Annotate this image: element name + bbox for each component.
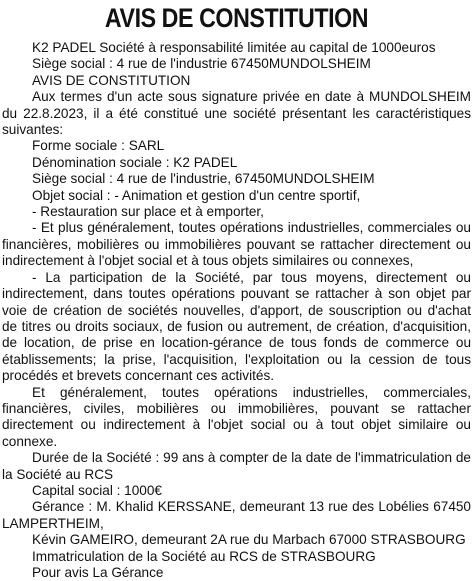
object-item-restaurant: - Restauration sur place et à emporter, <box>32 204 264 220</box>
signature-line: Pour avis La Gérance <box>32 565 164 580</box>
legal-form-line: Forme sociale : SARL <box>32 138 165 154</box>
object-item-participation: - La participation de la Société, par tous moyens, directement ou indirectement, dans toutes opérations pouvant se rattacher à son objet par voie de création de sociétés nouvelles, d'apport, de souscription ou d'achat de titres ou droits sociaux, de fusion ou autrement, de création, d'acquisition, de location, de prise en location-gérance de tous fonds de commerce ou établissements; la prise, l'acquisition, l'exploitation ou la cession de tous procédés et brevets concernant ces activités. <box>2 269 471 384</box>
co-manager-line: Kévin GAMEIRO, demeurant 2A rue du Marbach 67000 STRASBOURG <box>32 532 466 548</box>
seat-header-line: Siège social : 4 rue de l'industrie 67450MUNDOLSHEIM <box>32 56 371 72</box>
capital-line: Capital social : 1000€ <box>32 482 162 498</box>
seat-line: Siège social : 4 rue de l'industrie, 67450MUNDOLSHEIM <box>32 171 375 187</box>
denomination-line: Dénomination sociale : K2 PADEL <box>32 154 238 170</box>
sub-title-line: AVIS DE CONSTITUTION <box>32 72 191 88</box>
management-paragraph: Gérance : M. Khalid KERSSANE, demeurant 13 rue des Lobélies 67450 LAMPERTHEIM, <box>2 499 471 531</box>
duration-paragraph: Durée de la Société : 99 ans à compter de la date de l'immatriculation de la Société au RCS <box>2 450 471 482</box>
notice-body <box>2 40 471 581</box>
object-line: Objet social : - Animation et gestion d'un centre sportif, <box>32 187 361 203</box>
notice-title: AVIS DE CONSTITUTION <box>104 3 369 33</box>
company-capital-line: K2 PADEL Société à responsabilité limitée au capital de 1000euros <box>32 40 436 55</box>
intro-paragraph: Aux termes d'un acte sous signature privée en date à MUNDOLSHEIM du 22.8.2023, il a été constitué une société présentant les caractéristiques suivantes: <box>2 89 471 138</box>
object-item-general: - Et plus généralement, toutes opérations industrielles, commerciales ou financières, mobilières ou immobilières pouvant se rattacher directement ou indirectement à l'objet social et à tous objets similaires ou connexes, <box>2 220 471 269</box>
registration-line: Immatriculation de la Société au RCS de STRASBOURG <box>32 548 376 564</box>
general-operations-paragraph: Et généralement, toutes opérations industrielles, commerciales, financières, civiles, mobilières ou immobilières, pouvant se rattacher directement ou indirectement à l'objet social ou à tout objet similaire ou connexe. <box>2 384 471 449</box>
